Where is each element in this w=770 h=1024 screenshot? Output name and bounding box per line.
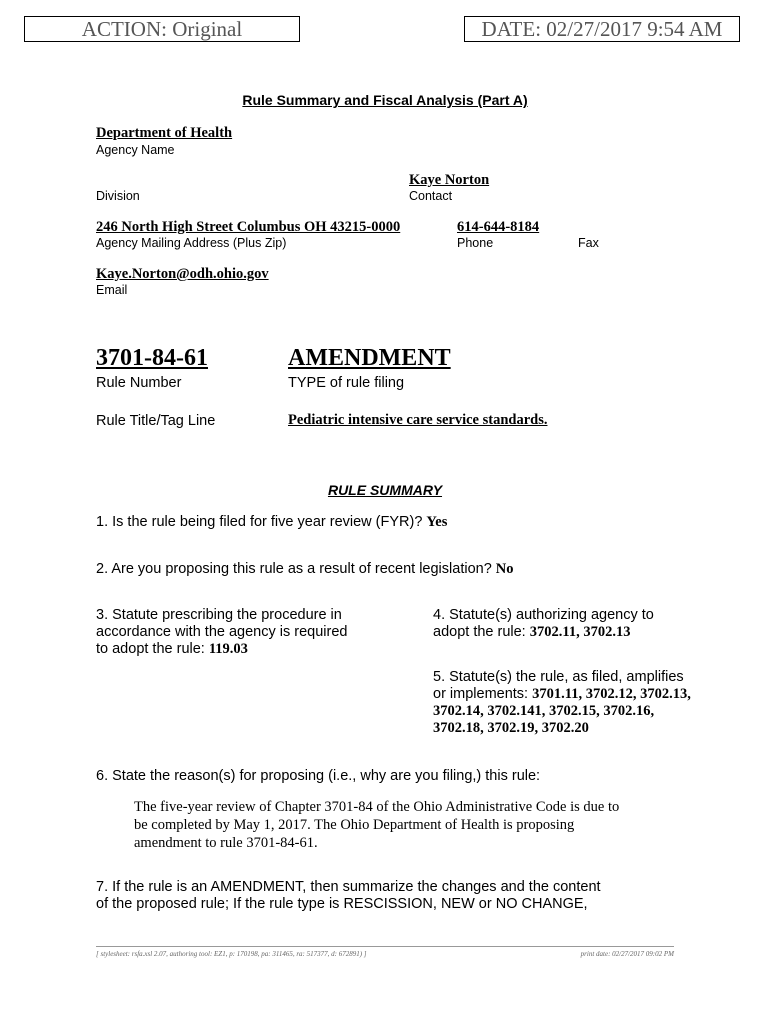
question-7-line1: 7. If the rule is an AMENDMENT, then summarize the changes and the content xyxy=(96,879,601,895)
division-label: Division xyxy=(96,189,140,203)
question-5 xyxy=(433,669,691,737)
question-4-line1: 4. Statute(s) authorizing agency to xyxy=(433,607,654,623)
answer-1: Yes xyxy=(426,514,448,530)
question-1-text: 1. Is the rule being filed for five year review (FYR)? xyxy=(96,514,423,530)
rule-number-label: Rule Number xyxy=(96,375,182,391)
agency-address: 246 North High Street Columbus OH 43215-0000 xyxy=(96,219,401,235)
answer-5-line3: 3702.18, 3702.19, 3702.20 xyxy=(433,720,589,736)
question-5-line1: 5. Statute(s) the rule, as filed, amplifies xyxy=(433,669,684,685)
answer-6-line2: be completed by May 1, 2017. The Ohio Department of Health is proposing xyxy=(134,817,575,833)
question-2 xyxy=(96,561,514,578)
answer-6-line1: The five-year review of Chapter 3701-84 of the Ohio Administrative Code is due to xyxy=(134,799,620,815)
date-box xyxy=(464,16,740,42)
rule-summary-heading: RULE SUMMARY xyxy=(327,482,443,498)
footer-print-date: print date: 02/27/2017 09:02 PM xyxy=(580,950,674,958)
address-label: Agency Mailing Address (Plus Zip) xyxy=(96,236,287,250)
agency-name-label: Agency Name xyxy=(96,143,175,157)
question-4-line2: adopt the rule: xyxy=(433,624,526,640)
footer xyxy=(96,946,674,958)
footer-stylesheet-info: [ stylesheet: rsfa.xsl 2.07, authoring tool: EZ1, p: 170198, pa: 311465, ra: 517377, d: 672891) ] xyxy=(96,950,367,958)
question-6: 6. State the reason(s) for proposing (i.e., why are you filing,) this rule: xyxy=(96,768,541,784)
rule-title-label: Rule Title/Tag Line xyxy=(96,413,216,429)
answer-4: 3702.11, 3702.13 xyxy=(529,624,631,640)
question-3-line2: accordance with the agency is required xyxy=(96,624,348,640)
rule-number: 3701-84-61 xyxy=(96,345,208,371)
email-label: Email xyxy=(96,283,128,297)
action-box xyxy=(24,16,300,42)
answer-5-line2: 3702.14, 3702.141, 3702.15, 3702.16, xyxy=(433,703,655,719)
question-4 xyxy=(433,607,654,641)
question-7-line2: of the proposed rule; If the rule type is RESCISSION, NEW or NO CHANGE, xyxy=(96,896,588,912)
question-3-line1: 3. Statute prescribing the procedure in xyxy=(96,607,342,623)
answer-3: 119.03 xyxy=(208,641,248,657)
fax-label: Fax xyxy=(578,236,599,250)
answer-2: No xyxy=(495,561,514,577)
question-5-line2: or implements: xyxy=(433,686,529,702)
rule-type: AMENDMENT xyxy=(288,345,451,371)
rule-title: Pediatric intensive care service standards. xyxy=(288,412,548,428)
agency-name: Department of Health xyxy=(96,125,233,141)
answer-6 xyxy=(134,798,619,852)
question-3-line3: to adopt the rule: xyxy=(96,641,205,657)
date-text: DATE: 02/27/2017 9:54 AM xyxy=(481,17,723,41)
question-7 xyxy=(96,879,601,913)
answer-5-line1: 3701.11, 3702.12, 3702.13, xyxy=(532,686,691,702)
page-title: Rule Summary and Fiscal Analysis (Part A) xyxy=(242,92,528,108)
question-2-text: 2. Are you proposing this rule as a result of recent legislation? xyxy=(96,561,492,577)
agency-phone: 614-644-8184 xyxy=(457,219,540,235)
answer-6-line3: amendment to rule 3701-84-61. xyxy=(134,835,318,851)
contact-label: Contact xyxy=(409,189,453,203)
action-text: ACTION: Original xyxy=(81,17,243,41)
phone-label: Phone xyxy=(457,236,494,250)
question-1 xyxy=(96,514,447,531)
agency-email[interactable]: Kaye.Norton@odh.ohio.gov xyxy=(96,266,269,282)
question-3 xyxy=(96,607,347,658)
rule-type-label: TYPE of rule filing xyxy=(288,375,405,391)
contact-name: Kaye Norton xyxy=(409,172,490,188)
